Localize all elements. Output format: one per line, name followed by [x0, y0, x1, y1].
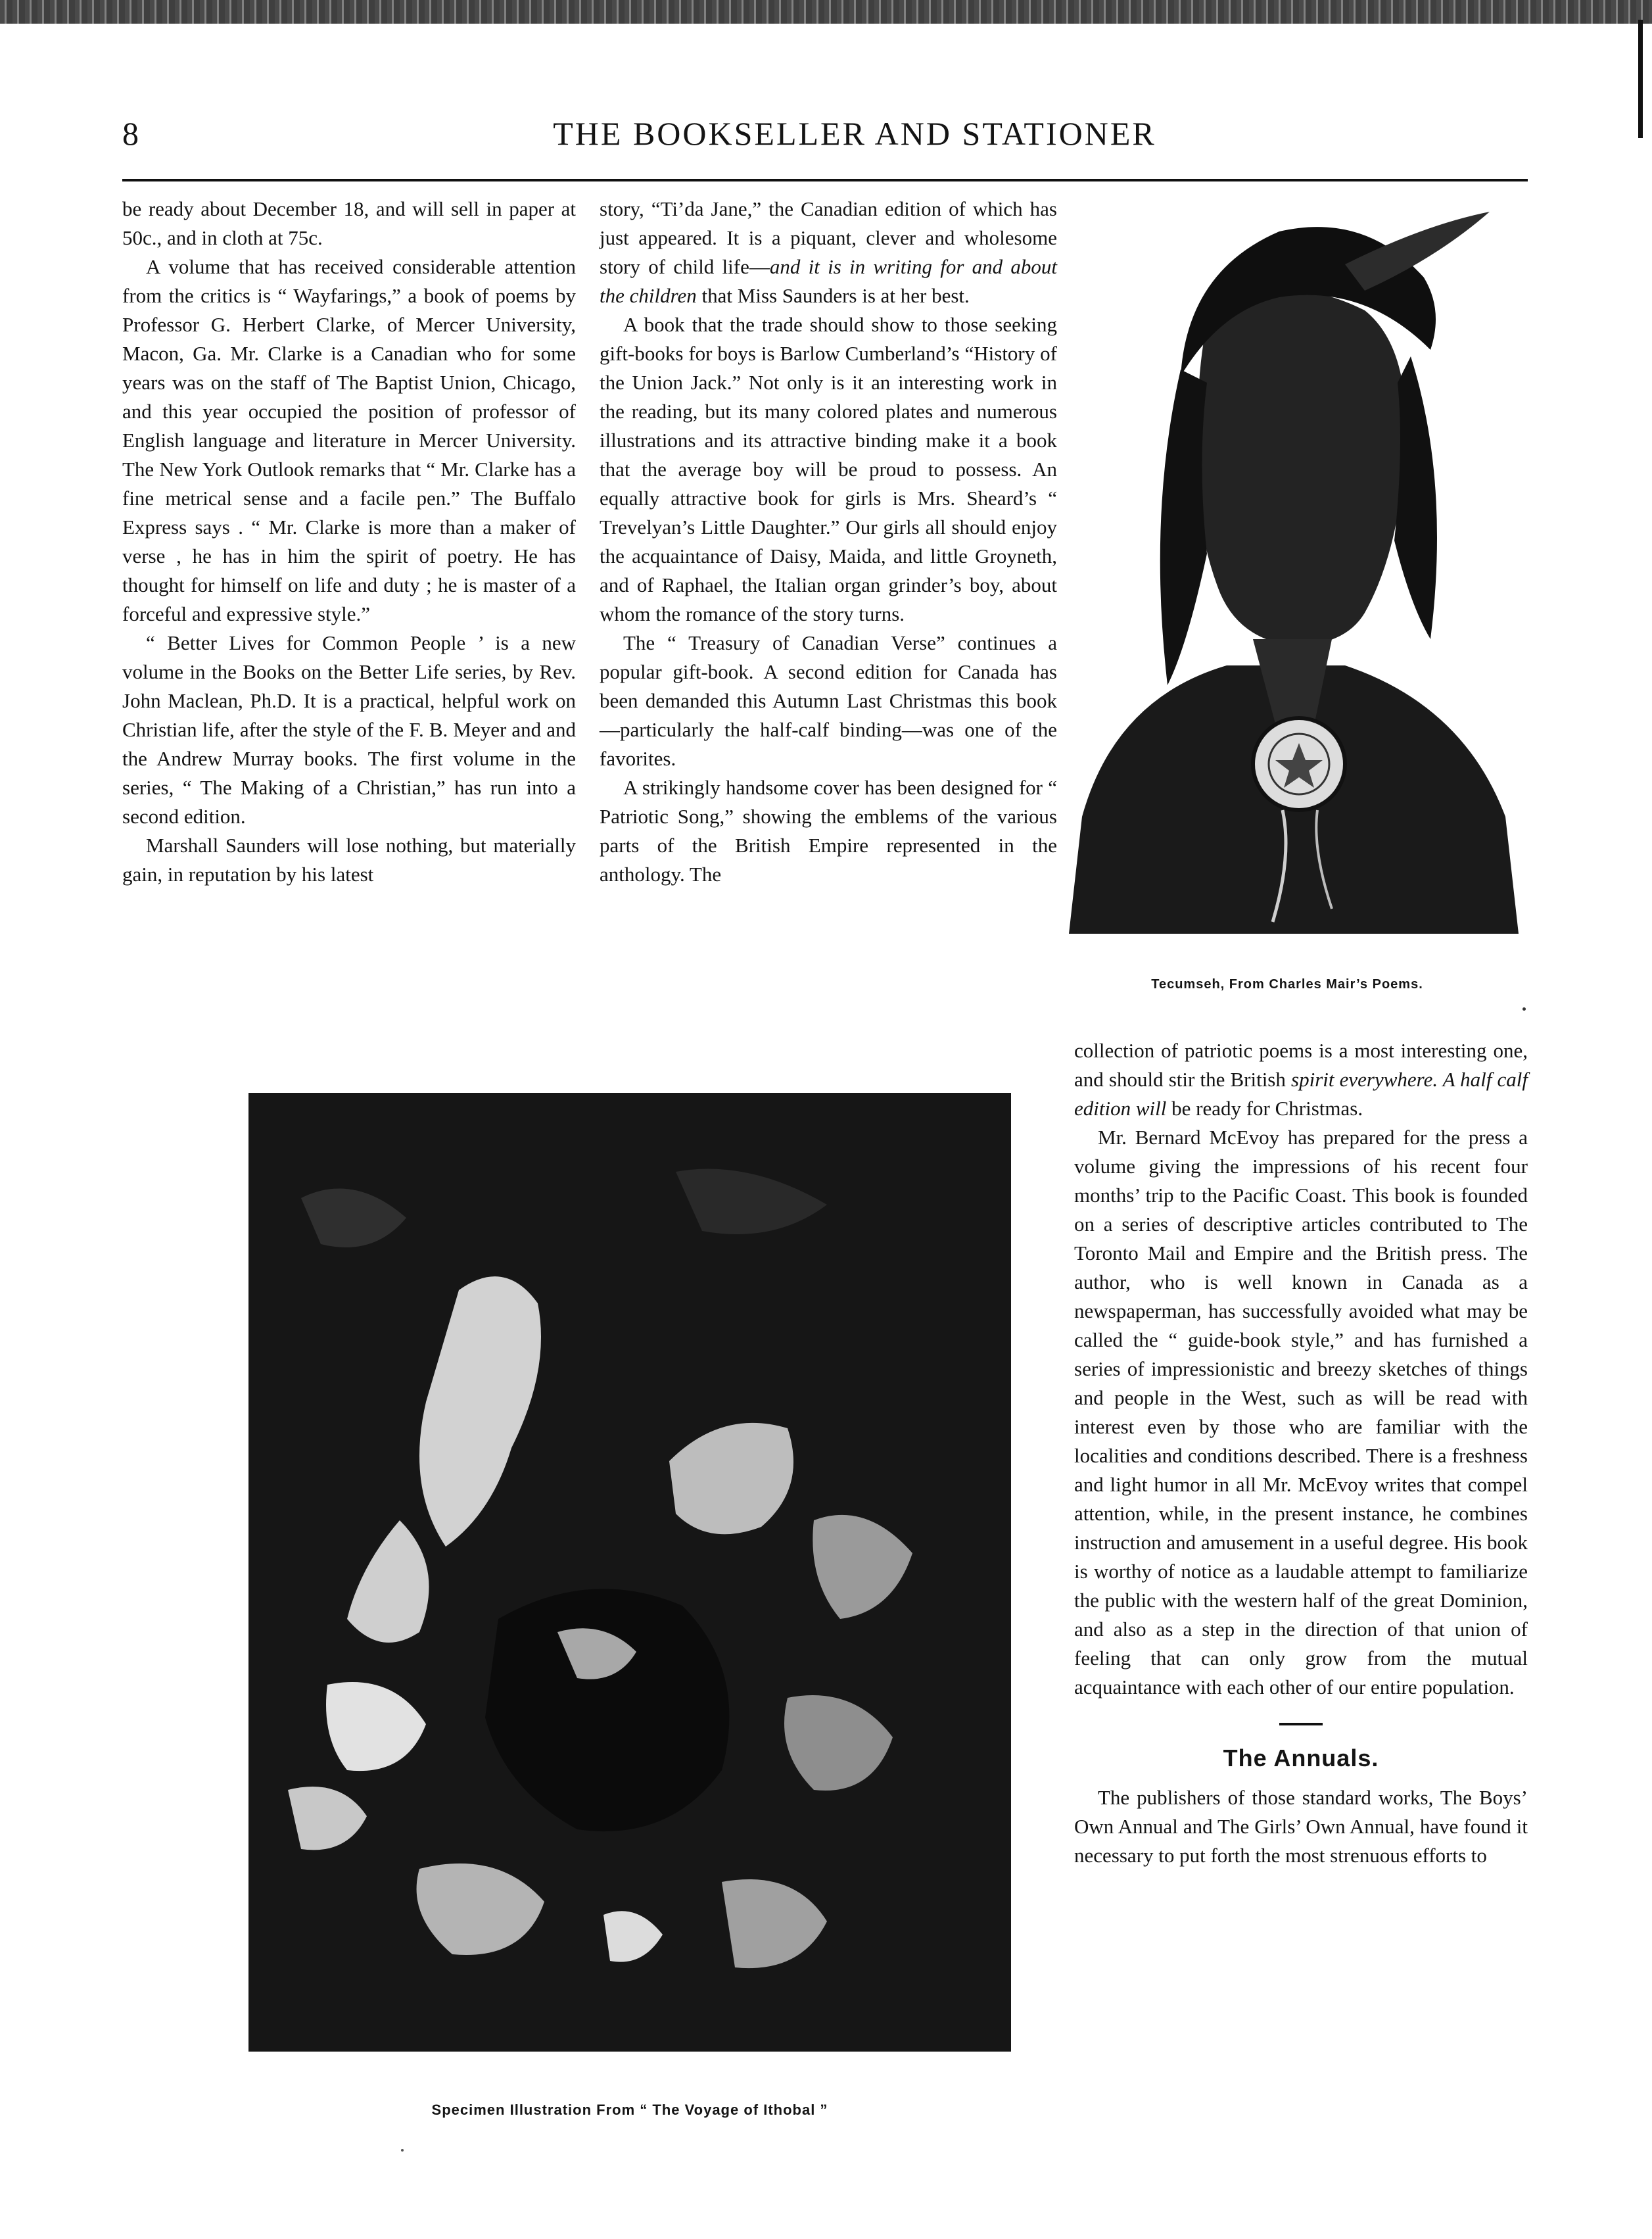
page-number: 8 [122, 115, 139, 152]
specimen-illustration [248, 1093, 1011, 2052]
paragraph: A volume that has received considerable attention from the critics is “ Wayfarings,” a book of poems by Professor G. Herbert Clarke, of Mercer University, Macon, Ga. Mr. Clarke is a Canadian who for some years was on the staff of The Baptist Union, Chicago, and this year occupied the position of professor of English language and literature in Mercer University. The New York Outlook remarks that “ Mr. Clarke has a fine metrical sense and a facile pen.” The Buffalo Express says . “ Mr. Clarke is more than a maker of verse , he has in him the spirit of poetry. He has thought for himself on life and duty ; he is master of a forceful and expressive style.” [122, 255, 576, 625]
corner-bracket [1611, 20, 1643, 138]
paragraph: be ready about December 18, and will sell in paper at 50c., and in cloth at 75c. [122, 197, 576, 249]
stray-mark [1522, 1007, 1526, 1011]
paragraph: Mr. Bernard McEvoy has prepared for the press a volume giving the impressions of his recent four months’ trip to the Pacific Coast. This book is founded on a series of descriptive articles contributed to The Toronto Mail and Empire and the British press. The author, who is well known in Canada as a newspaperman, has successfully avoided what may be called the “ guide-book style,” and has furnished a series of impressionistic and breezy sketches of things and people in the West, such as will be read with interest even by those who are familiar with the localities and conditions described. There is a freshness and light humor in all Mr. McEvoy writes that compel attention, while, in the present instance, he combines instruction and amusement in a useful degree. His book is worthy of notice as a laudable attempt to familiarize the public with the western half of the great Dominion, and also as a step in the direction of that union of feeling that can only grow from the mutual acquaintance with each other of our entire population. [1074, 1126, 1528, 1698]
paragraph: The “ Treasury of Canadian Verse” continues a popular gift-book. A second edition for Canada has been demanded this Autumn Last Christmas this book—particularly the half-calf binding—was one of the favorites. [600, 631, 1057, 770]
tecumseh-portrait [1056, 185, 1519, 934]
text-run: be ready for Christmas. [1166, 1097, 1363, 1120]
section-divider [1279, 1723, 1323, 1725]
paragraph [1074, 1036, 1528, 1123]
column-right [1074, 1036, 1528, 1870]
column-middle [600, 195, 1057, 889]
section-heading: The Annuals. [1223, 1745, 1379, 1771]
italic-text: and it is in writing for and about the children [600, 255, 1057, 307]
paragraph [600, 195, 1057, 310]
text-run: collection of patriotic poems is a most interesting one, and should stir the British [1074, 1039, 1528, 1091]
paragraph: A strikingly handsome cover has been designed for “ Patriotic Song,” showing the emblems of the various parts of the British Empire represented in the anthology. The [600, 776, 1057, 886]
paragraph: The publishers of those standard works, The Boys’ Own Annual and The Girls’ Own Annual, have found it necessary to put forth the most strenuous efforts to [1074, 1786, 1528, 1867]
specimen-caption: Specimen Illustration From “ The Voyage of Ithobal ” [431, 2102, 828, 2118]
italic-text: spirit everywhere. A half calf edition will [1074, 1068, 1528, 1120]
paragraph: A book that the trade should show to those seeking gift-books for boys is Barlow Cumberland’s “History of the Union Jack.” Not only is it an interesting work in the reading, but its many colored plates and numerous illustrations and its attractive binding make it a book that the average boy will be proud to possess. An equally attractive book for girls is Mrs. Sheard’s “ Trevelyan’s Little Daughter.” Our girls all should enjoy the acquaintance of Daisy, Maida, and little Groyneth, and of Raphael, the Italian organ grinder’s boy, about whom the romance of the story turns. [600, 313, 1057, 625]
stray-mark [401, 2149, 404, 2152]
text-run: story, “Ti’da Jane,” the Canadian edition of which has just appeared. It is a piquant, clever and wholesome story of child life— [600, 197, 1057, 278]
paragraph: Marshall Saunders will lose nothing, but materially gain, in reputation by his latest [122, 834, 576, 886]
column-left [122, 195, 576, 889]
text-run: that Miss Saunders is at her best. [696, 284, 970, 307]
running-title: THE BOOKSELLER AND STATIONER [553, 115, 1156, 152]
top-border-rule [0, 0, 1652, 24]
paragraph: “ Better Lives for Common People ’ is a new volume in the Books on the Better Life series, by Rev. John Maclean, Ph.D. It is a practical, helpful work on Christian life, after the style of the F. B. Meyer and and the Andrew Murray books. The first volume in the series, “ The Making of a Christian,” has run into a second edition. [122, 631, 576, 828]
header-rule [122, 179, 1528, 181]
portrait-caption: Tecumseh, From Charles Mair’s Poems. [1151, 977, 1423, 992]
